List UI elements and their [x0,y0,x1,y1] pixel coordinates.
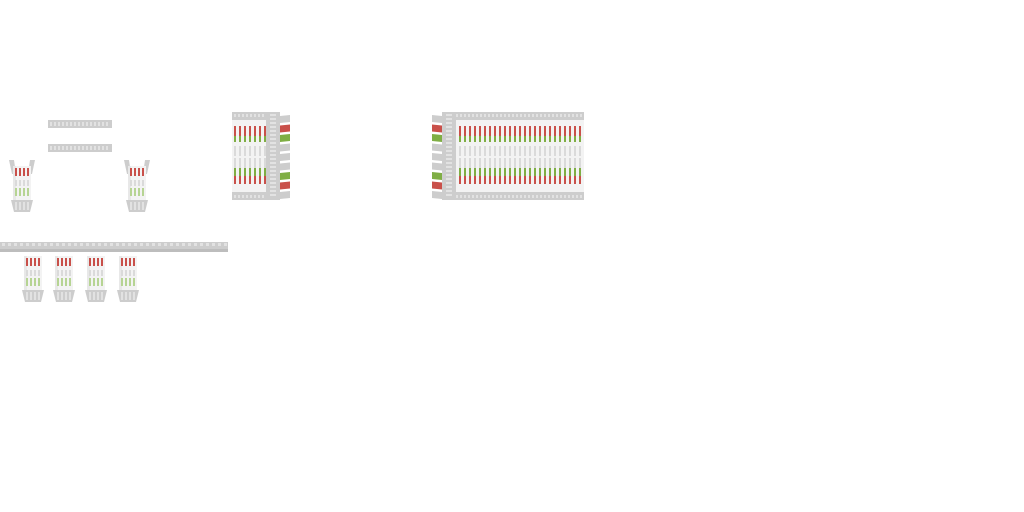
hem-tassel-1 [22,256,44,302]
hem-trim-bar [0,242,228,252]
small-scarf-panel [232,112,290,200]
hem-tassel-3 [85,256,107,302]
hem-tassel-4 [117,256,139,302]
upper-strap-top [48,120,112,128]
side-tassel-left [9,160,35,212]
long-scarf-panel [432,112,584,200]
hem-tassel-2 [53,256,75,302]
upper-strap-bottom [48,144,112,152]
side-tassel-right [124,160,150,212]
